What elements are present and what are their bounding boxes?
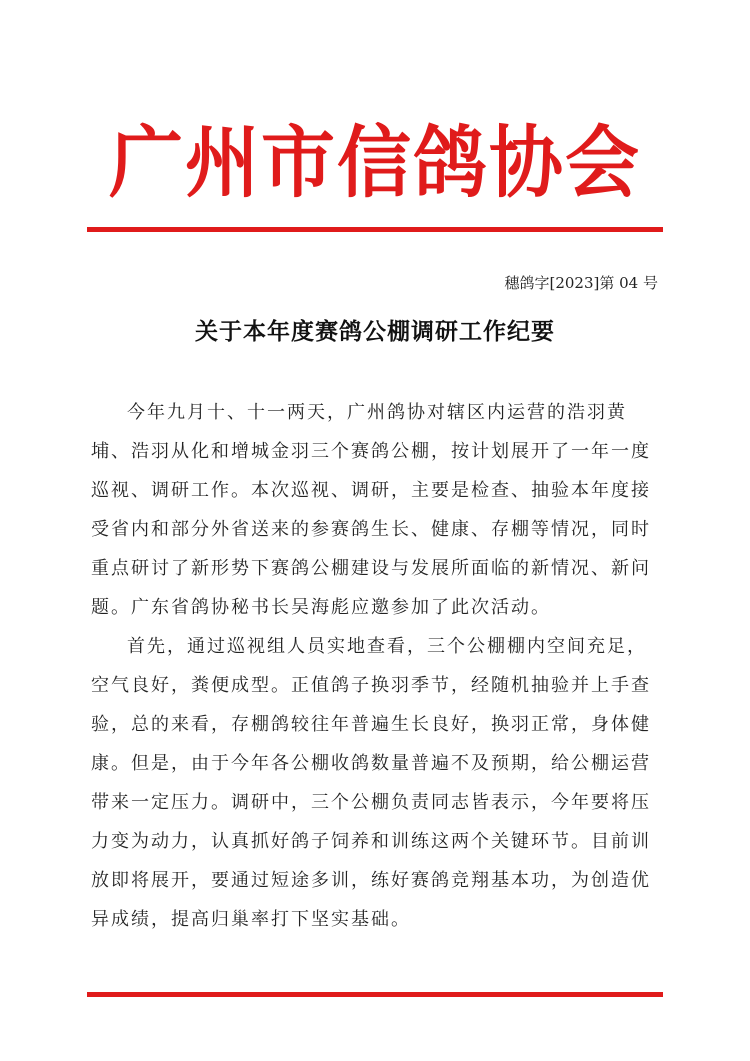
text-line: 受省内和部分外省送来的参赛鸽生长、健康、存棚等情况，同时 [91,519,651,540]
text-line: 康。但是，由于今年各公棚收鸽数量普遍不及预期，给公棚运营 [91,753,651,774]
text-line: 验，总的来看，存棚鸽较往年普遍生长良好，换羽正常，身体健 [91,714,651,735]
footer-divider [87,992,663,997]
letterhead-divider-top [87,227,663,232]
paragraph-2 [91,627,663,939]
text-line: 异成绩，提高归巢率打下坚实基础。 [91,909,411,930]
text-line: 首先，通过巡视组人员实地查看，三个公棚棚内空间充足， [127,636,647,657]
text-line: 重点研讨了新形势下赛鸽公棚建设与发展所面临的新情况、新问 [91,558,651,579]
text-line: 力变为动力，认真抓好鸽子饲养和训练这两个关键环节。目前训 [91,831,651,852]
text-line: 空气良好，粪便成型。正值鸽子换羽季节，经随机抽验并上手查 [91,675,651,696]
document-number: 穗鸽字[2023]第 04 号 [504,274,658,292]
paragraph-1 [91,393,663,627]
text-line: 带来一定压力。调研中，三个公棚负责同志皆表示，今年要将压 [91,792,651,813]
text-line: 放即将展开，要通过短途多训，练好赛鸽竞翔基本功，为创造优 [91,870,651,891]
text-line: 埔、浩羽从化和增城金羽三个赛鸽公棚，按计划展开了一年一度 [91,441,651,462]
organization-letterhead: 广州市信鸽协会 [109,117,641,209]
document-title: 关于本年度赛鸽公棚调研工作纪要 [195,319,555,345]
text-line: 题。广东省鸽协秘书长吴海彪应邀参加了此次活动。 [91,597,551,618]
text-line: 巡视、调研工作。本次巡视、调研，主要是检查、抽验本年度接 [91,480,651,501]
text-line: 今年九月十、十一两天，广州鸽协对辖区内运营的浩羽黄 [127,402,627,423]
document-body [91,393,663,939]
